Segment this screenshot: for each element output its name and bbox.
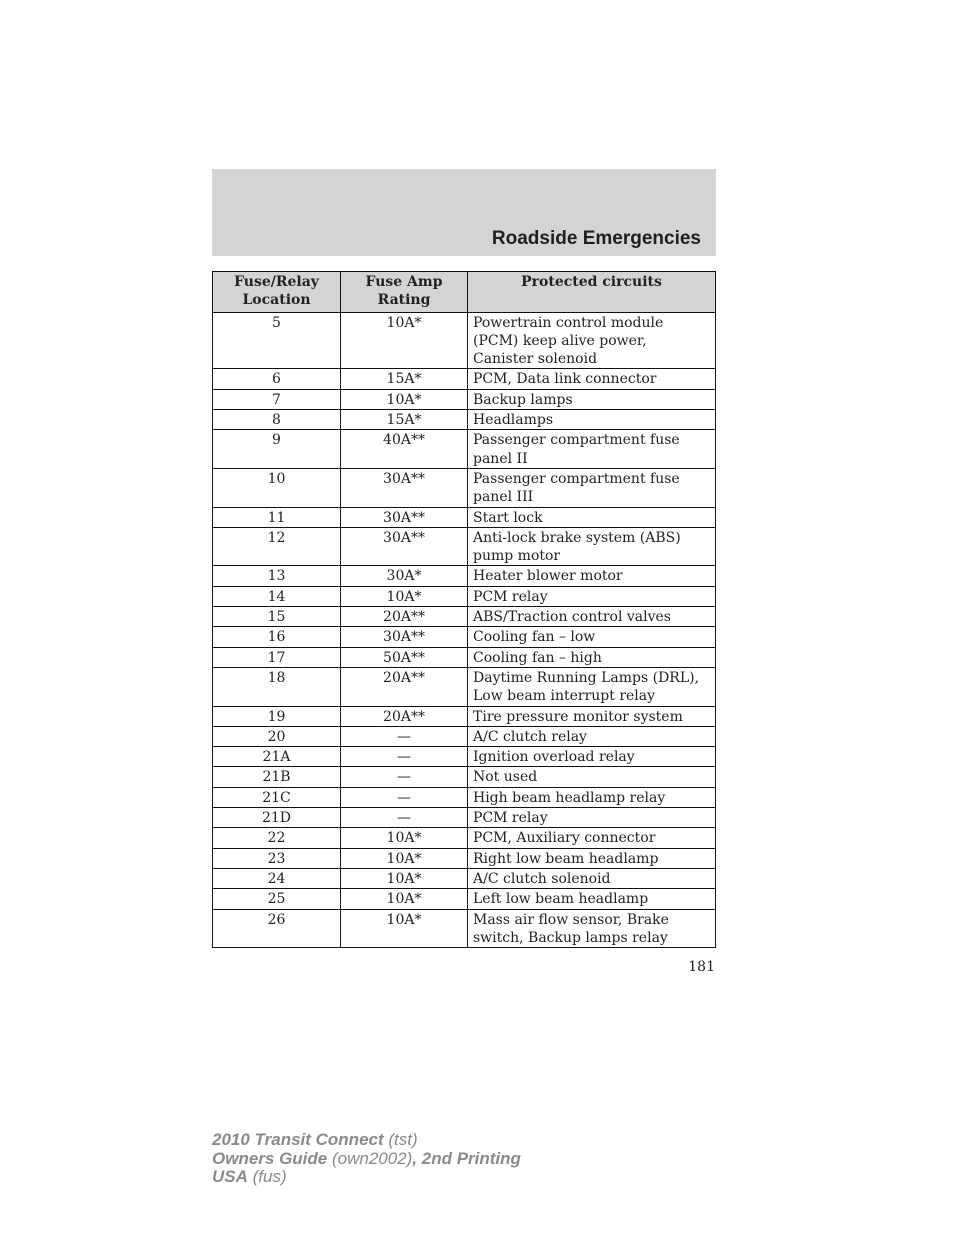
table-row [213, 647, 716, 667]
cell-rating: 10A* [341, 889, 468, 909]
fuse-table [212, 271, 716, 948]
cell-circuits: Backup lamps [468, 389, 716, 409]
cell-location: 16 [213, 627, 341, 647]
cell-circuits: Heater blower motor [468, 566, 716, 586]
cell-rating: 20A** [341, 706, 468, 726]
cell-circuits: PCM relay [468, 586, 716, 606]
section-header-band [212, 169, 716, 256]
cell-circuits: A/C clutch solenoid [468, 868, 716, 888]
table-row [213, 312, 716, 369]
table-row [213, 430, 716, 469]
table-header-row [213, 272, 716, 313]
cell-location: 26 [213, 909, 341, 948]
cell-location: 17 [213, 647, 341, 667]
column-header-location: Fuse/Relay Location [213, 272, 341, 313]
cell-location: 12 [213, 527, 341, 566]
cell-location: 21B [213, 767, 341, 787]
cell-circuits: Ignition overload relay [468, 747, 716, 767]
cell-rating: — [341, 726, 468, 746]
table-row [213, 527, 716, 566]
table-row [213, 507, 716, 527]
cell-circuits: A/C clutch relay [468, 726, 716, 746]
cell-rating: 30A** [341, 468, 468, 507]
cell-circuits: Right low beam headlamp [468, 848, 716, 868]
cell-circuits: Mass air flow sensor, Brake switch, Backup lamps relay [468, 909, 716, 948]
cell-location: 20 [213, 726, 341, 746]
table-row [213, 410, 716, 430]
cell-rating: 10A* [341, 312, 468, 369]
cell-location: 24 [213, 868, 341, 888]
cell-location: 19 [213, 706, 341, 726]
section-title: Roadside Emergencies [491, 228, 701, 249]
cell-circuits: Cooling fan – high [468, 647, 716, 667]
cell-circuits: Left low beam headlamp [468, 889, 716, 909]
table-body [213, 312, 716, 948]
table-row [213, 889, 716, 909]
column-header-rating: Fuse Amp Rating [341, 272, 468, 313]
cell-location: 7 [213, 389, 341, 409]
cell-circuits: Tire pressure monitor system [468, 706, 716, 726]
cell-circuits: Headlamps [468, 410, 716, 430]
cell-location: 10 [213, 468, 341, 507]
cell-rating: 20A** [341, 607, 468, 627]
table-row [213, 868, 716, 888]
table-row [213, 787, 716, 807]
cell-location: 18 [213, 667, 341, 706]
table-row [213, 389, 716, 409]
cell-circuits: PCM, Data link connector [468, 369, 716, 389]
table-row [213, 808, 716, 828]
table-row [213, 848, 716, 868]
cell-location: 9 [213, 430, 341, 469]
cell-circuits: Anti-lock brake system (ABS) pump motor [468, 527, 716, 566]
table-row [213, 909, 716, 948]
cell-circuits: ABS/Traction control valves [468, 607, 716, 627]
cell-rating: 10A* [341, 828, 468, 848]
cell-rating: 30A** [341, 527, 468, 566]
table-row [213, 607, 716, 627]
cell-location: 21D [213, 808, 341, 828]
cell-location: 14 [213, 586, 341, 606]
cell-location: 6 [213, 369, 341, 389]
footer-line-market: USA (fus) [212, 1167, 287, 1186]
cell-location: 5 [213, 312, 341, 369]
document-footer [212, 1131, 521, 1187]
cell-circuits: Powertrain control module (PCM) keep alive power, Canister solenoid [468, 312, 716, 369]
cell-location: 21C [213, 787, 341, 807]
cell-rating: 20A** [341, 667, 468, 706]
cell-location: 21A [213, 747, 341, 767]
cell-rating: 10A* [341, 868, 468, 888]
cell-location: 15 [213, 607, 341, 627]
cell-rating: 10A* [341, 586, 468, 606]
cell-rating: 30A** [341, 507, 468, 527]
table-row [213, 369, 716, 389]
cell-rating: — [341, 747, 468, 767]
cell-location: 8 [213, 410, 341, 430]
cell-rating: — [341, 808, 468, 828]
cell-location: 22 [213, 828, 341, 848]
cell-location: 23 [213, 848, 341, 868]
cell-rating: — [341, 787, 468, 807]
footer-line-model: 2010 Transit Connect (tst) [212, 1130, 418, 1149]
column-header-circuits: Protected circuits [468, 272, 716, 313]
cell-location: 13 [213, 566, 341, 586]
table-row [213, 468, 716, 507]
cell-rating: 30A** [341, 627, 468, 647]
cell-rating: 50A** [341, 647, 468, 667]
cell-rating: 15A* [341, 369, 468, 389]
cell-circuits: Passenger compartment fuse panel II [468, 430, 716, 469]
cell-circuits: Passenger compartment fuse panel III [468, 468, 716, 507]
cell-rating: — [341, 767, 468, 787]
table-row [213, 586, 716, 606]
table-row [213, 747, 716, 767]
cell-circuits: PCM relay [468, 808, 716, 828]
table-row [213, 627, 716, 647]
cell-rating: 30A* [341, 566, 468, 586]
page-number: 181 [688, 959, 715, 975]
footer-line-guide: Owners Guide (own2002), 2nd Printing [212, 1148, 521, 1168]
cell-circuits: Not used [468, 767, 716, 787]
table-row [213, 667, 716, 706]
cell-circuits: Start lock [468, 507, 716, 527]
table-row [213, 706, 716, 726]
cell-circuits: Daytime Running Lamps (DRL), Low beam interrupt relay [468, 667, 716, 706]
cell-rating: 40A** [341, 430, 468, 469]
cell-circuits: High beam headlamp relay [468, 787, 716, 807]
cell-rating: 10A* [341, 909, 468, 948]
cell-circuits: Cooling fan – low [468, 627, 716, 647]
table-row [213, 566, 716, 586]
cell-location: 25 [213, 889, 341, 909]
cell-circuits: PCM, Auxiliary connector [468, 828, 716, 848]
table-row [213, 828, 716, 848]
cell-rating: 15A* [341, 410, 468, 430]
table-row [213, 767, 716, 787]
cell-rating: 10A* [341, 848, 468, 868]
table-row [213, 726, 716, 746]
cell-location: 11 [213, 507, 341, 527]
cell-rating: 10A* [341, 389, 468, 409]
